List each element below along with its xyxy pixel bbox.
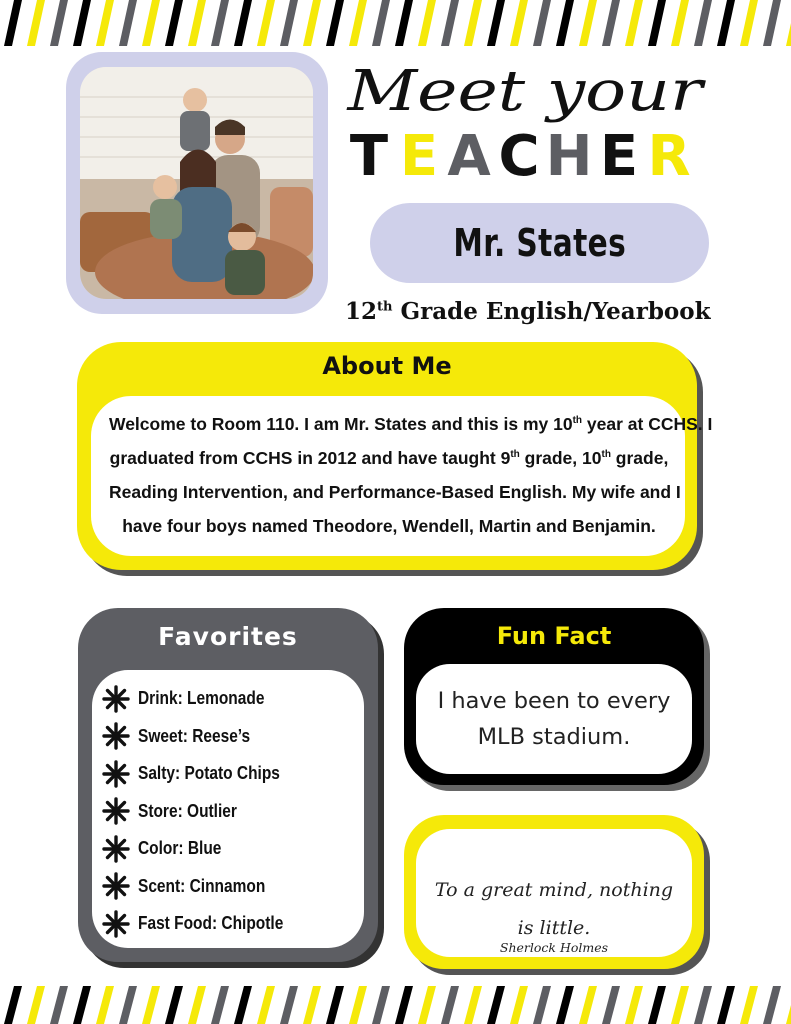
- stripe: [303, 986, 321, 1024]
- stripe: [96, 0, 114, 46]
- stripe: [50, 986, 68, 1024]
- stripe: [73, 0, 91, 46]
- meet-your-heading: [340, 52, 710, 132]
- stripe: [579, 986, 597, 1024]
- quote-body: [416, 829, 692, 957]
- stripe: [372, 0, 390, 46]
- stripe: [303, 0, 321, 46]
- fun-fact-text: I have been to every MLB stadium.: [437, 688, 671, 750]
- stripe: [188, 986, 206, 1024]
- stripe: [349, 986, 367, 1024]
- stripe: [142, 0, 160, 46]
- stripe: [510, 986, 528, 1024]
- stripe: [533, 986, 551, 1024]
- teacher-heading: [344, 123, 694, 183]
- about-line: Welcome to Room 110. I am Mr. States and this is my 10th year at CCHS. I: [109, 414, 713, 434]
- stripe: [165, 0, 183, 46]
- stripe: [211, 986, 229, 1024]
- favorite-item: [102, 868, 307, 906]
- stripe: [257, 986, 275, 1024]
- stripe: [786, 986, 791, 1024]
- stripe: [556, 986, 574, 1024]
- about-me-card: [77, 342, 713, 570]
- asterisk-icon: [102, 910, 130, 938]
- stripe: [257, 0, 275, 46]
- stripe: [441, 0, 459, 46]
- grade-rest: Grade English/Yearbook: [392, 298, 711, 325]
- stripe: [418, 0, 436, 46]
- asterisk-icon: [102, 797, 130, 825]
- about-line: graduated from CCHS in 2012 and have taught 9th grade, 10th grade,: [109, 448, 669, 468]
- favorite-label: Store: Outlier: [138, 800, 237, 821]
- stripe: [27, 986, 45, 1024]
- teacher-letter: E: [399, 124, 439, 183]
- asterisk-icon: [102, 872, 130, 900]
- stripe: [211, 0, 229, 46]
- quote-author: Sherlock Holmes: [499, 940, 609, 955]
- favorite-item: [102, 793, 307, 831]
- stripe: [464, 0, 482, 46]
- stripe: [786, 0, 791, 46]
- stripe: [763, 986, 781, 1024]
- stripe: [188, 0, 206, 46]
- about-line: have four boys named Theodore, Wendell, Martin and Benjamin.: [122, 516, 656, 536]
- photo-frame: [66, 52, 328, 314]
- asterisk-icon: [102, 760, 130, 788]
- favorites-list: [102, 680, 307, 943]
- stripe: [441, 986, 459, 1024]
- stripe: [717, 986, 735, 1024]
- grade-number: 12: [345, 298, 378, 325]
- stripe: [648, 0, 666, 46]
- asterisk-icon: [102, 685, 130, 713]
- stripe: [648, 986, 666, 1024]
- quote-card: [404, 815, 704, 969]
- stripe: [165, 986, 183, 1024]
- stripe: [625, 986, 643, 1024]
- asterisk-icon: [102, 722, 130, 750]
- about-me-title: About Me: [322, 352, 452, 380]
- teacher-letter: T: [349, 124, 389, 183]
- quote-text: To a great mind, nothing is little.: [434, 879, 674, 939]
- stripe: [372, 986, 390, 1024]
- favorite-label: Salty: Potato Chips: [138, 763, 280, 784]
- stripe: [717, 0, 735, 46]
- stripe: [234, 986, 252, 1024]
- stripe: [234, 0, 252, 46]
- stripe: [326, 0, 344, 46]
- teacher-letter: H: [545, 124, 593, 183]
- stripe: [119, 986, 137, 1024]
- teacher-name: Mr. States: [453, 221, 626, 265]
- favorite-label: Scent: Cinnamon: [138, 875, 266, 896]
- stripe: [50, 0, 68, 46]
- about-me-body: [91, 396, 713, 556]
- stripe: [395, 0, 413, 46]
- stripe: [510, 0, 528, 46]
- stripe: [27, 0, 45, 46]
- fun-fact-title: Fun Fact: [496, 622, 612, 650]
- favorite-item: [102, 755, 307, 793]
- stripe: [464, 986, 482, 1024]
- stripe: [96, 986, 114, 1024]
- favorites-body: [92, 670, 364, 948]
- favorite-label: Fast Food: Chipotle: [138, 913, 284, 934]
- stripe: [740, 0, 758, 46]
- stripe: [487, 0, 505, 46]
- fun-fact-card: [404, 608, 704, 785]
- stripe: [142, 986, 160, 1024]
- family-photo: [80, 67, 313, 299]
- asterisk-icon: [102, 835, 130, 863]
- stripe-border-bottom: [0, 986, 791, 1024]
- teacher-letter: C: [498, 124, 540, 183]
- grade-subject: [345, 298, 725, 332]
- meet-your-text: Meet your: [346, 59, 707, 124]
- stripe: [602, 0, 620, 46]
- stripe: [740, 986, 758, 1024]
- stripe: [694, 0, 712, 46]
- about-line: Reading Intervention, and Performance-Based English. My wife and I: [109, 482, 681, 502]
- stripe: [349, 0, 367, 46]
- stripe: [625, 0, 643, 46]
- stripe: [579, 0, 597, 46]
- stripe: [487, 986, 505, 1024]
- teacher-name-pill: [370, 203, 709, 283]
- favorite-item: [102, 905, 307, 943]
- about-me-text: [109, 407, 713, 543]
- favorite-item: [102, 718, 307, 756]
- stripe: [418, 986, 436, 1024]
- teacher-letter: A: [447, 124, 491, 183]
- stripe: [280, 0, 298, 46]
- favorite-label: Color: Blue: [138, 838, 222, 859]
- stripe: [694, 986, 712, 1024]
- stripe: [280, 986, 298, 1024]
- stripe: [671, 0, 689, 46]
- favorites-title: Favorites: [158, 622, 298, 651]
- stripe: [671, 986, 689, 1024]
- stripe: [763, 0, 781, 46]
- stripe: [556, 0, 574, 46]
- fun-fact-body: [416, 664, 692, 774]
- favorite-label: Sweet: Reese’s: [138, 725, 251, 746]
- favorite-item: [102, 830, 307, 868]
- stripe-border-top: [0, 0, 791, 46]
- grade-suffix: th: [377, 299, 393, 315]
- teacher-letter: R: [647, 124, 691, 183]
- stripe: [119, 0, 137, 46]
- teacher-letter: E: [599, 124, 639, 183]
- stripe: [4, 986, 22, 1024]
- favorite-label: Drink: Lemonade: [138, 688, 265, 709]
- stripe: [395, 986, 413, 1024]
- stripe: [602, 986, 620, 1024]
- stripe: [326, 986, 344, 1024]
- stripe: [4, 0, 22, 46]
- stripe: [73, 986, 91, 1024]
- favorite-item: [102, 680, 307, 718]
- stripe: [533, 0, 551, 46]
- favorites-card: [78, 608, 378, 962]
